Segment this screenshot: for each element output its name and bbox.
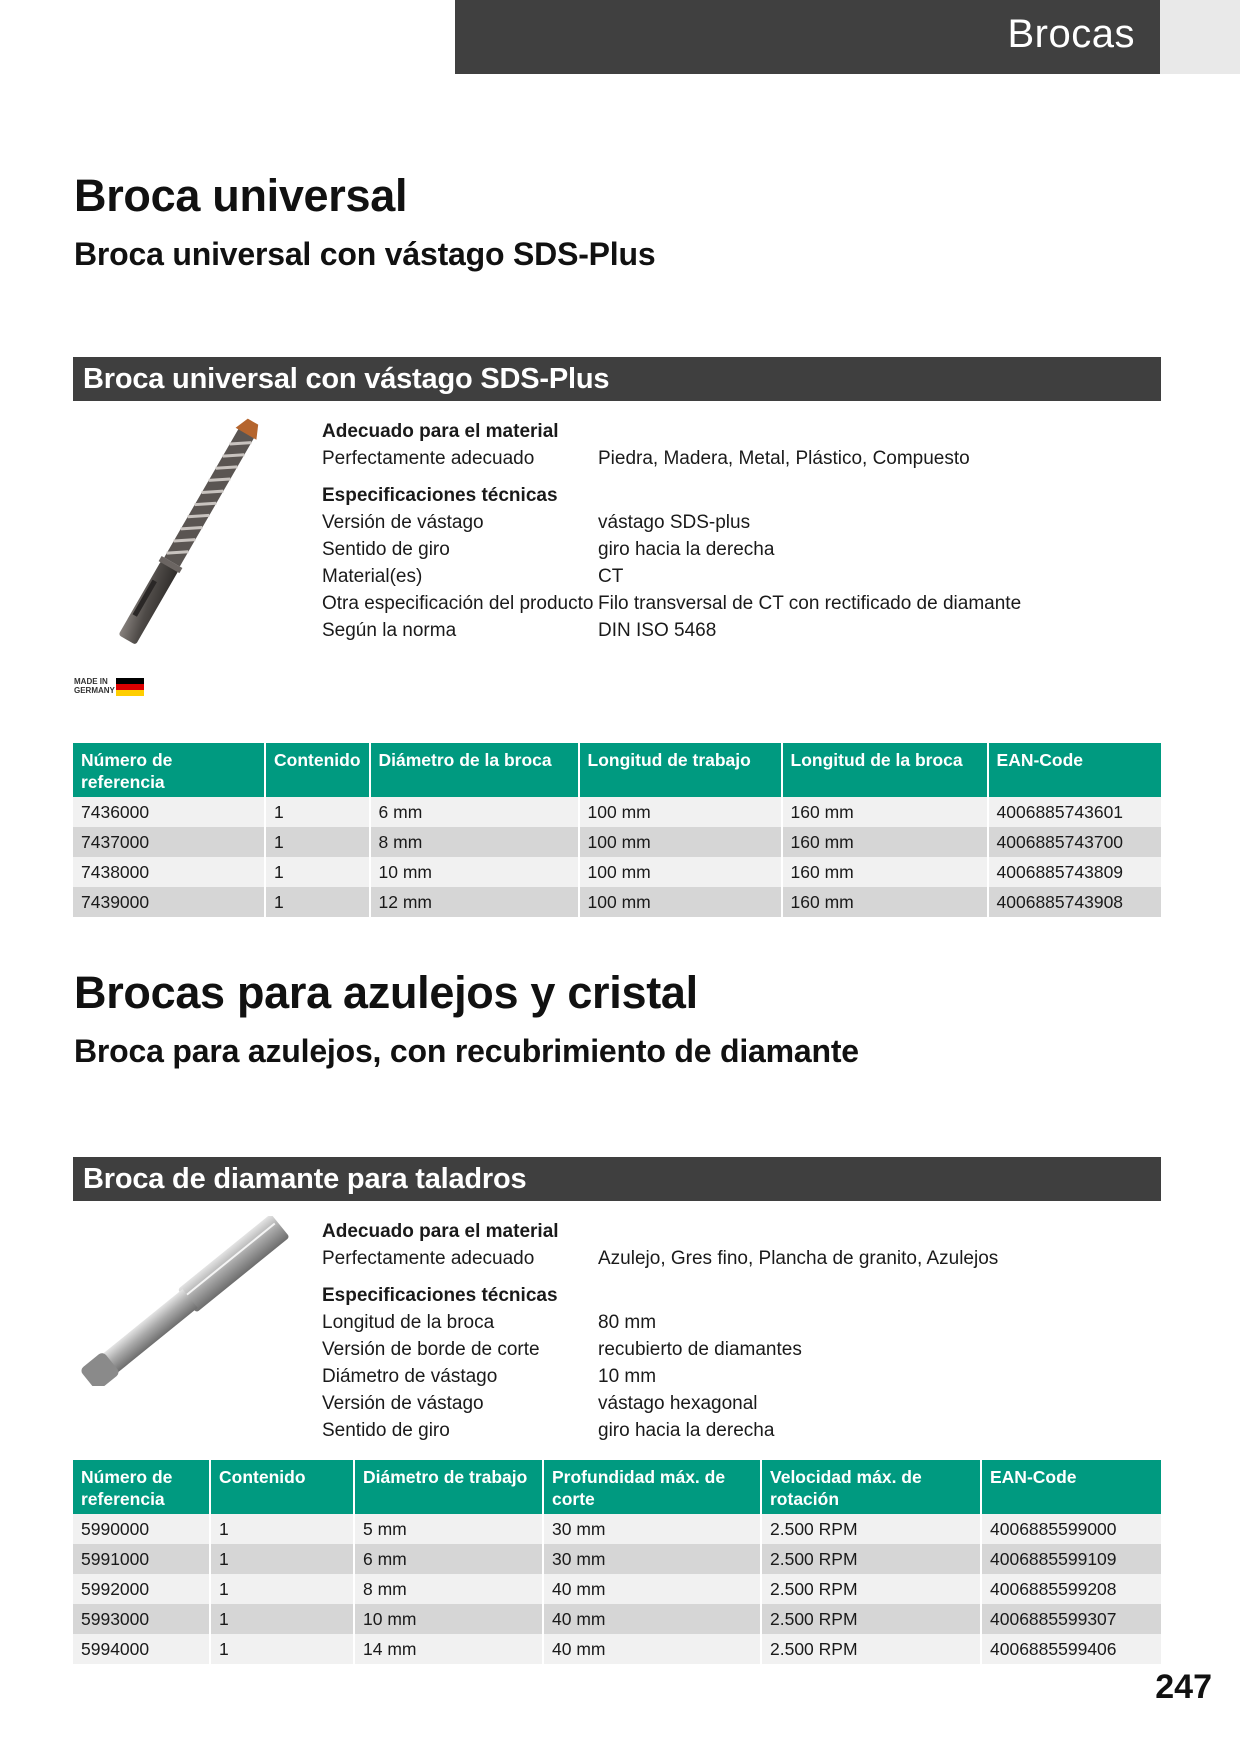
table-cell: 5991000 — [73, 1544, 210, 1574]
spec-key: Versión de vástago — [322, 1393, 484, 1414]
table-cell: 4006885743809 — [988, 857, 1161, 887]
spec-value: 10 mm — [598, 1366, 657, 1387]
table-cell: 40 mm — [543, 1574, 761, 1604]
table-cell: 5 mm — [354, 1514, 543, 1544]
spec-row — [322, 590, 1162, 617]
table-row — [73, 1634, 1161, 1664]
spec-key: Perfectamente adecuado — [322, 1248, 535, 1269]
col-header: Longitud de la broca — [782, 743, 988, 797]
table-cell: 2.500 RPM — [761, 1604, 981, 1634]
table-cell: 1 — [210, 1604, 354, 1634]
table-cell: 2.500 RPM — [761, 1574, 981, 1604]
table-cell: 5993000 — [73, 1604, 210, 1634]
sds-drill-bit-image — [72, 416, 302, 656]
table-cell: 4006885599109 — [981, 1544, 1161, 1574]
table-cell: 30 mm — [543, 1514, 761, 1544]
col-header: Contenido — [265, 743, 370, 797]
made-in-line1: MADE IN — [74, 677, 108, 686]
diamond-drill-bit-image — [72, 1216, 302, 1386]
spec-heading: Especificaciones técnicas — [322, 485, 558, 506]
table-cell: 4006885743908 — [988, 887, 1161, 917]
spec-value: Azulejo, Gres fino, Plancha de granito, Azulejos — [598, 1248, 999, 1269]
table-row — [73, 1544, 1161, 1574]
table-cell: 2.500 RPM — [761, 1514, 981, 1544]
col-header: EAN-Code — [988, 743, 1161, 797]
made-in-text — [74, 677, 115, 695]
table-cell: 6 mm — [370, 797, 579, 827]
spec-value: CT — [598, 566, 624, 587]
table-cell: 2.500 RPM — [761, 1634, 981, 1664]
col-header: Contenido — [210, 1460, 354, 1514]
table-row — [73, 857, 1161, 887]
col-header: Diámetro de la broca — [370, 743, 579, 797]
table-header-row — [73, 743, 1161, 797]
section2-specs — [322, 1218, 1162, 1444]
spec-row — [322, 445, 1162, 472]
spec-row — [322, 1390, 1162, 1417]
table-cell: 4006885743700 — [988, 827, 1161, 857]
section1-bar-title: Broca universal con vástago SDS-Plus — [83, 363, 610, 395]
table-cell: 1 — [210, 1574, 354, 1604]
table-cell: 30 mm — [543, 1544, 761, 1574]
col-header: Número de referencia — [73, 743, 265, 797]
table-cell: 1 — [265, 887, 370, 917]
table-cell: 12 mm — [370, 887, 579, 917]
table-cell: 100 mm — [579, 887, 782, 917]
table-cell: 10 mm — [354, 1604, 543, 1634]
spec-value: 80 mm — [598, 1312, 657, 1333]
spec-key: Material(es) — [322, 566, 423, 587]
table-cell: 7436000 — [73, 797, 265, 827]
table-cell: 100 mm — [579, 797, 782, 827]
section2-table — [73, 1460, 1161, 1664]
spec-value: Filo transversal de CT con rectificado de diamante — [598, 593, 1022, 614]
section2-subtitle: Broca para azulejos, con recubrimiento de diamante — [74, 1033, 859, 1069]
table-row — [73, 1604, 1161, 1634]
table-cell: 1 — [210, 1634, 354, 1664]
table-cell: 4006885599307 — [981, 1604, 1161, 1634]
table-cell: 2.500 RPM — [761, 1544, 981, 1574]
spec-row — [322, 1245, 1162, 1272]
table-cell: 4006885599406 — [981, 1634, 1161, 1664]
spec-key: Otra especificación del producto — [322, 593, 594, 614]
table-cell: 1 — [210, 1544, 354, 1574]
made-in-germany-badge — [74, 676, 146, 698]
table-cell: 7438000 — [73, 857, 265, 887]
table-cell: 1 — [265, 827, 370, 857]
spec-value: giro hacia la derecha — [598, 1420, 775, 1441]
table-cell: 10 mm — [370, 857, 579, 887]
made-in-line2: GERMANY — [74, 686, 115, 695]
section1-table — [73, 743, 1161, 917]
spec-value: vástago hexagonal — [598, 1393, 758, 1414]
table-cell: 4006885599208 — [981, 1574, 1161, 1604]
spec-value: DIN ISO 5468 — [598, 620, 717, 641]
spec-key: Versión de vástago — [322, 512, 484, 533]
section1-specs — [322, 418, 1162, 644]
col-header: Longitud de trabajo — [579, 743, 782, 797]
table-cell: 100 mm — [579, 857, 782, 887]
spec-heading: Especificaciones técnicas — [322, 1285, 558, 1306]
table-cell: 4006885743601 — [988, 797, 1161, 827]
table-cell: 40 mm — [543, 1634, 761, 1664]
spec-value: vástago SDS-plus — [598, 512, 751, 533]
page-number: 247 — [1155, 1668, 1212, 1706]
table-cell: 7437000 — [73, 827, 265, 857]
table-row — [73, 827, 1161, 857]
chapter-header — [455, 0, 1160, 74]
table-cell: 5994000 — [73, 1634, 210, 1664]
table-cell: 160 mm — [782, 797, 988, 827]
table-row — [73, 1574, 1161, 1604]
section2-bar-title: Broca de diamante para taladros — [83, 1163, 527, 1195]
section1-bar — [73, 357, 1161, 401]
spec-row — [322, 1417, 1162, 1444]
table-cell: 160 mm — [782, 887, 988, 917]
spec-key: Según la norma — [322, 620, 457, 641]
col-header: Velocidad máx. de rotación — [761, 1460, 981, 1514]
spec-row — [322, 563, 1162, 590]
table-row — [73, 887, 1161, 917]
material-heading: Adecuado para el material — [322, 421, 559, 442]
table-cell: 160 mm — [782, 857, 988, 887]
spec-value: Piedra, Madera, Metal, Plástico, Compuesto — [598, 448, 970, 469]
spec-row — [322, 1363, 1162, 1390]
spec-key: Sentido de giro — [322, 539, 450, 560]
table-cell: 6 mm — [354, 1544, 543, 1574]
spec-key: Sentido de giro — [322, 1420, 450, 1441]
spec-key: Versión de borde de corte — [322, 1339, 540, 1360]
table-cell: 1 — [265, 797, 370, 827]
table-cell: 40 mm — [543, 1604, 761, 1634]
section2-title: Brocas para azulejos y cristal — [74, 967, 698, 1018]
section1-subtitle: Broca universal con vástago SDS-Plus — [74, 236, 656, 272]
spec-row — [322, 1309, 1162, 1336]
spec-key: Perfectamente adecuado — [322, 448, 535, 469]
spec-value: recubierto de diamantes — [598, 1339, 802, 1360]
table-cell: 100 mm — [579, 827, 782, 857]
col-header: EAN-Code — [981, 1460, 1161, 1514]
table-cell: 1 — [265, 857, 370, 887]
section2-bar — [73, 1157, 1161, 1201]
table-cell: 5992000 — [73, 1574, 210, 1604]
table-cell: 4006885599000 — [981, 1514, 1161, 1544]
spec-value: giro hacia la derecha — [598, 539, 775, 560]
table-cell: 8 mm — [370, 827, 579, 857]
table-cell: 14 mm — [354, 1634, 543, 1664]
col-header: Diámetro de trabajo — [354, 1460, 543, 1514]
spec-row — [322, 536, 1162, 563]
table-cell: 7439000 — [73, 887, 265, 917]
table-cell: 5990000 — [73, 1514, 210, 1544]
col-header: Número de referencia — [73, 1460, 210, 1514]
material-heading: Adecuado para el material — [322, 1221, 559, 1242]
spec-row — [322, 1336, 1162, 1363]
table-row — [73, 1514, 1161, 1544]
spec-key: Longitud de la broca — [322, 1312, 495, 1333]
spec-key: Diámetro de vástago — [322, 1366, 498, 1387]
section1-title: Broca universal — [74, 170, 408, 221]
table-cell: 160 mm — [782, 827, 988, 857]
table-cell: 8 mm — [354, 1574, 543, 1604]
col-header: Profundidad máx. de corte — [543, 1460, 761, 1514]
spec-row — [322, 509, 1162, 536]
table-header-row — [73, 1460, 1161, 1514]
chapter-tab — [1160, 0, 1240, 74]
table-row — [73, 797, 1161, 827]
chapter-title: Brocas — [1007, 12, 1135, 56]
germany-flag-icon — [116, 678, 144, 696]
spec-row — [322, 617, 1162, 644]
table-cell: 1 — [210, 1514, 354, 1544]
